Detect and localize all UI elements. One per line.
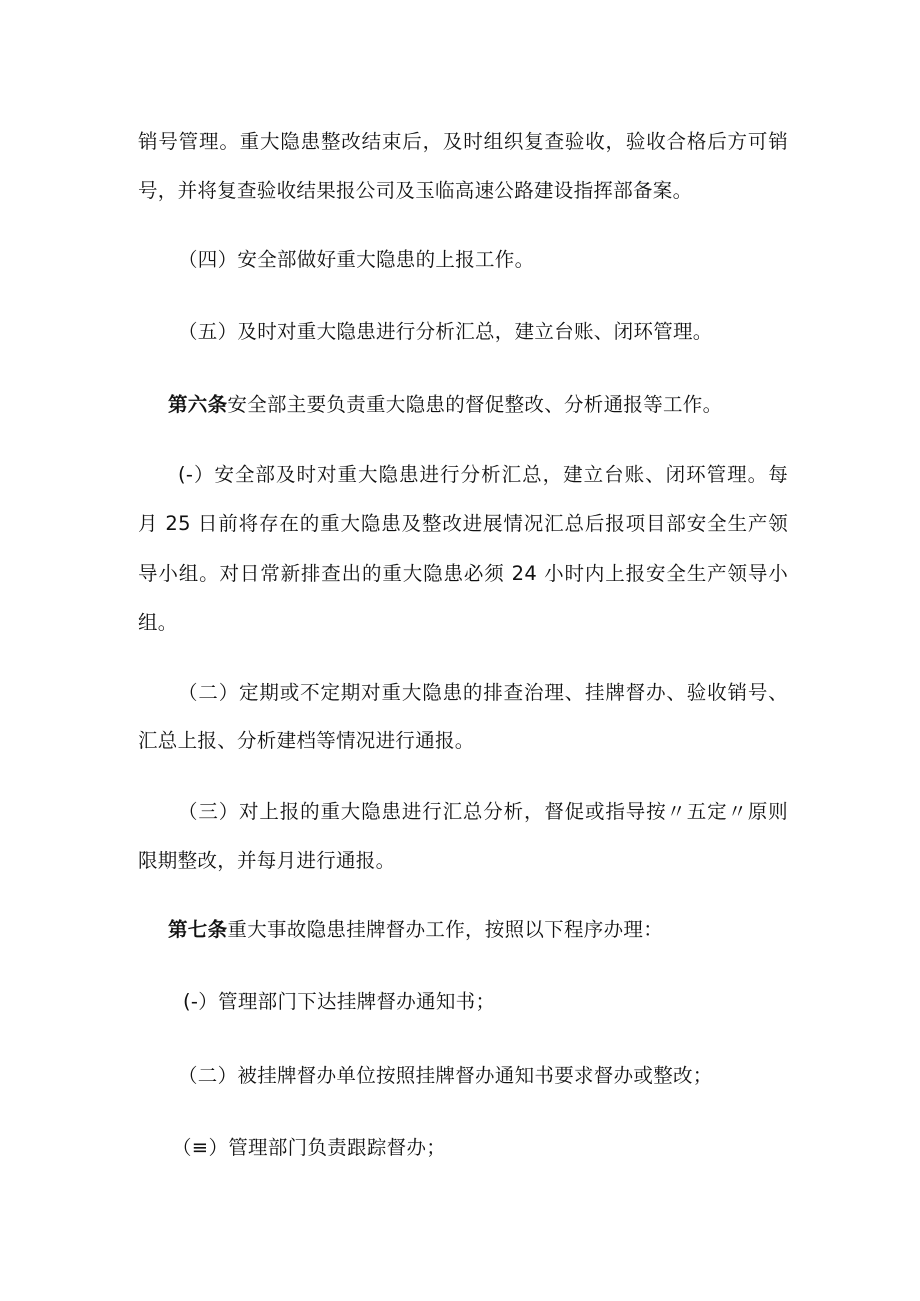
list-item-4: （四）安全部做好重大隐患的上报工作。 xyxy=(178,248,535,271)
article-heading: 第七条 xyxy=(168,918,228,941)
paragraph-line: 月 25 日前将存在的重大隐患及整改进展情况汇总后报项目部安全生产领 xyxy=(138,512,788,535)
article-6 xyxy=(168,391,788,419)
paragraph-line: （三）对上报的重大隐患进行汇总分析，督促或指导按〃五定〃原则 xyxy=(178,800,788,823)
article-heading: 第六条 xyxy=(168,393,228,416)
list-item-2: （二）被挂牌督办单位按照挂牌督办通知书要求督办或整改； xyxy=(178,1064,713,1087)
list-item-5: （五）及时对重大隐患进行分析汇总，建立台账、闭环管理。 xyxy=(178,320,713,343)
article-text: 重大事故隐患挂牌督办工作，按照以下程序办理： xyxy=(227,918,664,941)
paragraph-line: 销号管理。重大隐患整改结束后，及时组织复查验收，验收合格后方可销 xyxy=(138,130,788,153)
paragraph-line: 限期整改，并每月进行通报。 xyxy=(138,849,396,872)
paragraph-line: 组。 xyxy=(138,611,178,634)
list-item-3: （≡）管理部门负责跟踪督办； xyxy=(172,1136,447,1159)
paragraph-line: 导小组。对日常新排查出的重大隐患必须 24 小时内上报安全生产领导小 xyxy=(138,562,788,585)
list-item-1: (-）管理部门下达挂牌督办通知书； xyxy=(183,990,496,1013)
paragraph-line: 号，并将复查验收结果报公司及玉临高速公路建设指挥部备案。 xyxy=(138,179,693,202)
paragraph-line: 汇总上报、分析建档等情况进行通报。 xyxy=(138,729,475,752)
article-text: 安全部主要负责重大隐患的督促整改、分析通报等工作。 xyxy=(227,393,723,416)
paragraph-line: (-）安全部及时对重大隐患进行分析汇总，建立台账、闭环管理。每 xyxy=(178,463,788,486)
paragraph-line: （二）定期或不定期对重大隐患的排查治理、挂牌督办、验收销号、 xyxy=(178,681,788,704)
article-7 xyxy=(168,916,788,944)
